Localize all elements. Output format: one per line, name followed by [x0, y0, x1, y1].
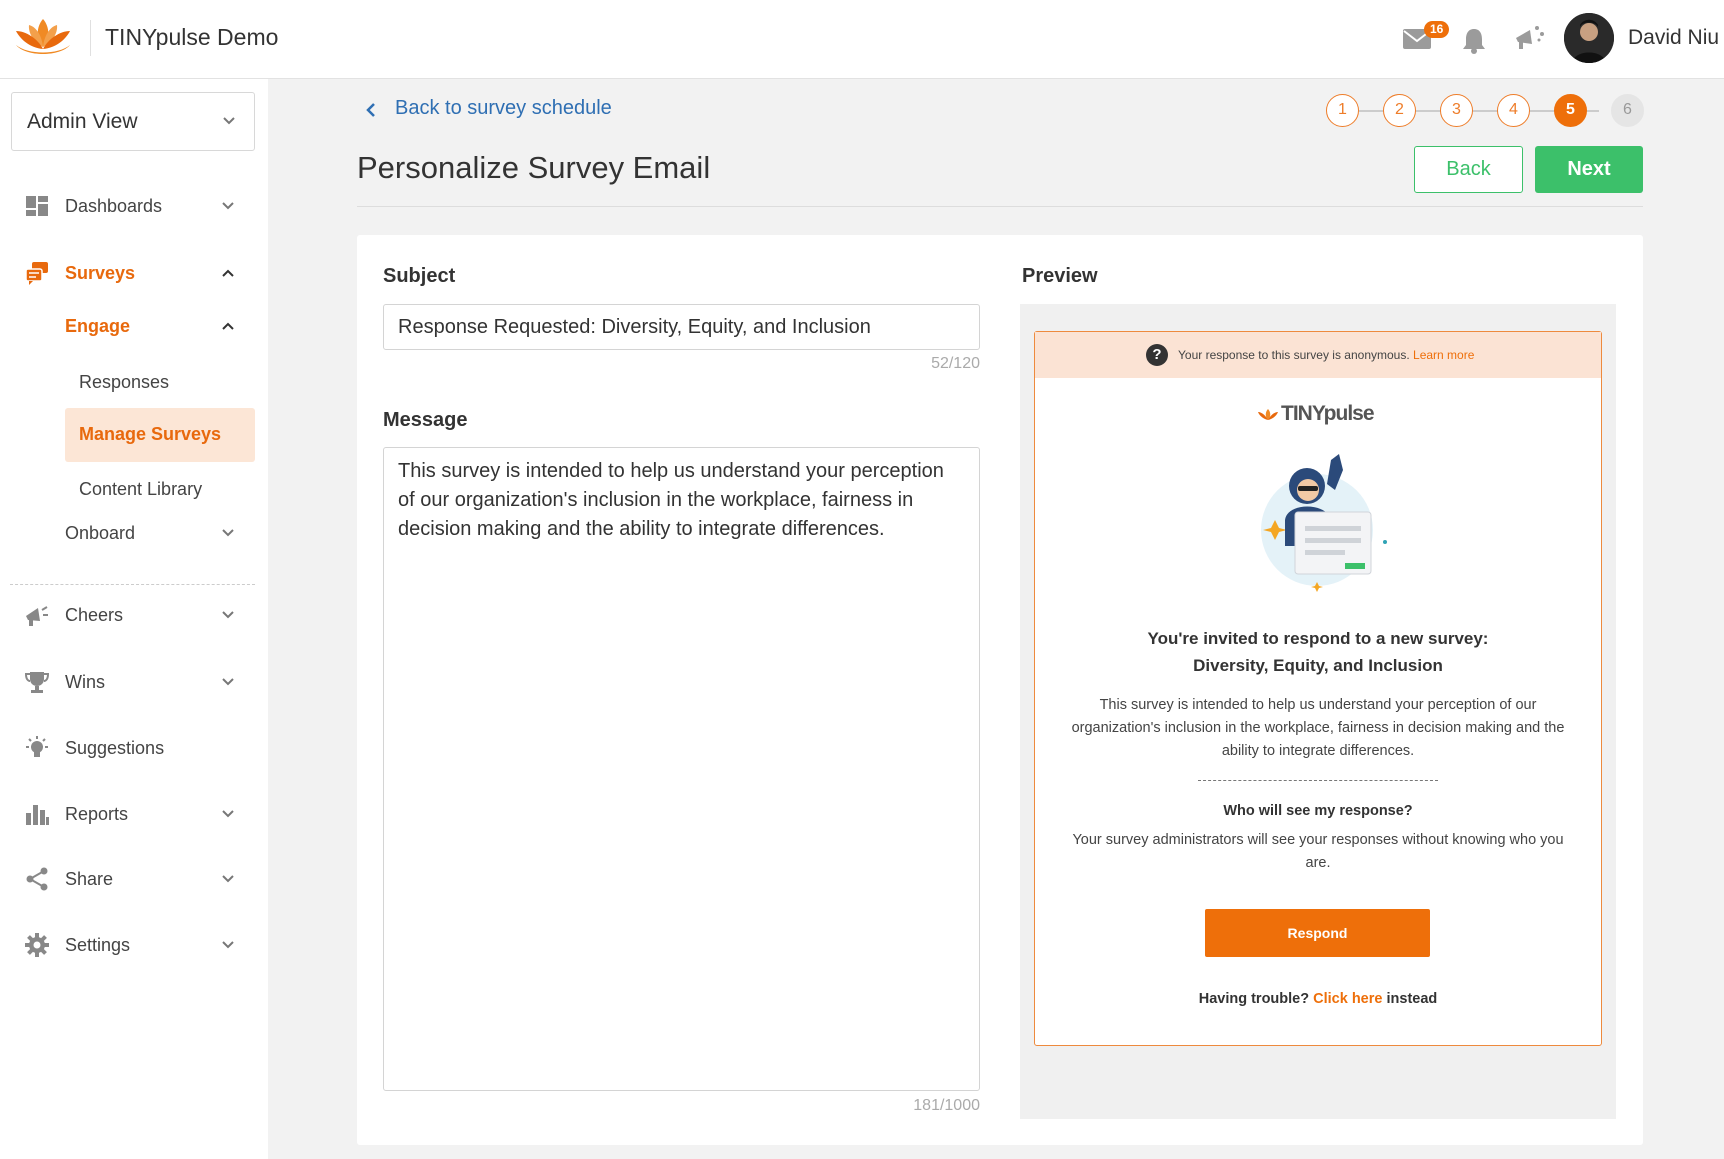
sidebar-item-label: Share: [65, 869, 114, 889]
sidebar-item-label: Manage Surveys: [79, 424, 222, 444]
who-will-see-text: Your survey administrators will see your responses without knowing who you are.: [1072, 832, 1564, 871]
step-4[interactable]: 4: [1497, 94, 1530, 127]
bar-chart-icon: [24, 801, 50, 827]
anonymous-notice: [1178, 348, 1474, 362]
sidebar-item-dashboards[interactable]: [0, 183, 268, 229]
gear-icon: [24, 932, 50, 958]
tinypulse-lotus-logo[interactable]: [10, 15, 76, 59]
chevron-down-icon: [221, 872, 235, 886]
chevron-down-icon: [222, 114, 236, 128]
bell-icon[interactable]: [1462, 27, 1486, 54]
sidebar-item-label: Content Library: [79, 479, 203, 499]
logo-wordmark: TINYpulse: [1281, 402, 1374, 425]
sidebar-item-suggestions[interactable]: [0, 725, 268, 771]
share-icon: [24, 866, 50, 892]
step-1[interactable]: 1: [1326, 94, 1359, 127]
chevron-down-icon: [221, 807, 235, 821]
page-title: Personalize Survey Email: [357, 150, 711, 185]
dashed-divider: [1198, 780, 1438, 781]
user-name[interactable]: David Niu: [1628, 26, 1720, 49]
view-select-value: Admin View: [27, 110, 138, 133]
chevron-down-icon: [221, 608, 235, 622]
sidebar-item-wins[interactable]: [0, 659, 268, 705]
lightbulb-icon: [24, 735, 50, 761]
sidebar-item-onboard[interactable]: [0, 510, 268, 556]
invite-heading: You're invited to respond to a new survey:: [1147, 629, 1489, 648]
who-will-see-heading: Who will see my response?: [1223, 803, 1413, 819]
sidebar-item-label: Reports: [65, 804, 129, 824]
sidebar-item-label: Surveys: [65, 263, 136, 283]
step-2[interactable]: 2: [1383, 94, 1416, 127]
chevron-down-icon: [221, 938, 235, 952]
step-5-current[interactable]: 5: [1554, 94, 1587, 127]
trouble-prefix: Having trouble?: [1198, 991, 1310, 1007]
sidebar-item-label: Engage: [65, 316, 131, 336]
view-select[interactable]: [11, 92, 255, 151]
question-icon: ?: [1146, 344, 1168, 366]
step-6: 6: [1611, 94, 1644, 127]
sidebar-item-label: Responses: [79, 372, 170, 392]
back-button[interactable]: Back: [1414, 146, 1523, 193]
chevron-left-icon: [364, 102, 378, 118]
megaphone-icon[interactable]: [1513, 22, 1547, 52]
chevron-down-icon: [221, 675, 235, 689]
message-char-counter: 181/1000: [913, 1097, 980, 1114]
sidebar-item-cheers[interactable]: [0, 592, 268, 638]
survey-name: Diversity, Equity, and Inclusion: [1193, 656, 1443, 675]
trophy-icon: [24, 669, 50, 695]
sidebar-item-settings[interactable]: [0, 922, 268, 968]
sidebar: [0, 79, 268, 1159]
subject-char-counter: 52/120: [931, 355, 980, 372]
sidebar-item-label: Cheers: [65, 605, 124, 625]
chevron-up-icon: [221, 319, 235, 333]
step-indicator: [1326, 94, 1632, 128]
sidebar-item-share[interactable]: [0, 856, 268, 902]
app-title: TINYpulse Demo: [105, 24, 279, 50]
sidebar-item-label: Settings: [65, 935, 131, 955]
chevron-down-icon: [221, 526, 235, 540]
surveys-icon: [24, 260, 50, 286]
message-label: Message: [383, 409, 468, 431]
preview-label: Preview: [1022, 265, 1098, 287]
sidebar-item-responses[interactable]: [65, 362, 265, 402]
header-divider: [90, 20, 91, 56]
sidebar-item-manage-surveys[interactable]: [65, 408, 255, 462]
having-trouble-line: [1034, 991, 1602, 1007]
mail-count-badge: 16: [1424, 21, 1449, 38]
megaphone-icon: [24, 602, 50, 628]
sidebar-item-label: Wins: [65, 672, 105, 692]
subject-input[interactable]: Response Requested: Diversity, Equity, and Inclusion: [383, 304, 980, 350]
learn-more-link[interactable]: Learn more: [1413, 348, 1475, 362]
tinypulse-wordmark-logo: [1257, 402, 1382, 430]
next-button[interactable]: Next: [1535, 146, 1643, 193]
sidebar-item-engage[interactable]: [0, 303, 268, 349]
sidebar-item-label: Suggestions: [65, 738, 165, 758]
sidebar-item-content-library[interactable]: [65, 469, 265, 509]
back-link-label: Back to survey schedule: [395, 97, 612, 119]
respond-button[interactable]: Respond: [1205, 909, 1430, 957]
anonymous-notice-text: Your response to this survey is anonymous.: [1178, 348, 1410, 362]
user-avatar[interactable]: [1564, 13, 1614, 63]
sidebar-item-label: Dashboards: [65, 196, 163, 216]
top-bar: [0, 0, 1724, 79]
chevron-down-icon: [221, 199, 235, 213]
subject-label: Subject: [383, 265, 456, 287]
chevron-up-icon: [221, 266, 235, 280]
title-divider: [357, 206, 1643, 207]
sidebar-divider: [10, 584, 255, 585]
survey-illustration: [1235, 450, 1395, 600]
tinypulse-lotus-icon: [1257, 408, 1279, 422]
sidebar-item-label: Onboard: [65, 523, 136, 543]
dashboard-icon: [24, 193, 50, 219]
email-body-text: This survey is intended to help us understand your perception of our organization's inclusion in the workplace, fairness in decision making and the ability to integrate differences.: [1071, 697, 1565, 759]
step-3[interactable]: 3: [1440, 94, 1473, 127]
sidebar-item-surveys[interactable]: [0, 250, 268, 296]
click-here-link[interactable]: Click here: [1313, 991, 1383, 1007]
trouble-suffix: instead: [1386, 991, 1438, 1007]
user-photo: [1564, 13, 1614, 63]
sidebar-item-reports[interactable]: [0, 791, 268, 837]
message-textarea[interactable]: This survey is intended to help us understand your perception of our organization's inclusion in the workplace, fairness in decision making and the ability to integrate differences.: [383, 447, 980, 1091]
